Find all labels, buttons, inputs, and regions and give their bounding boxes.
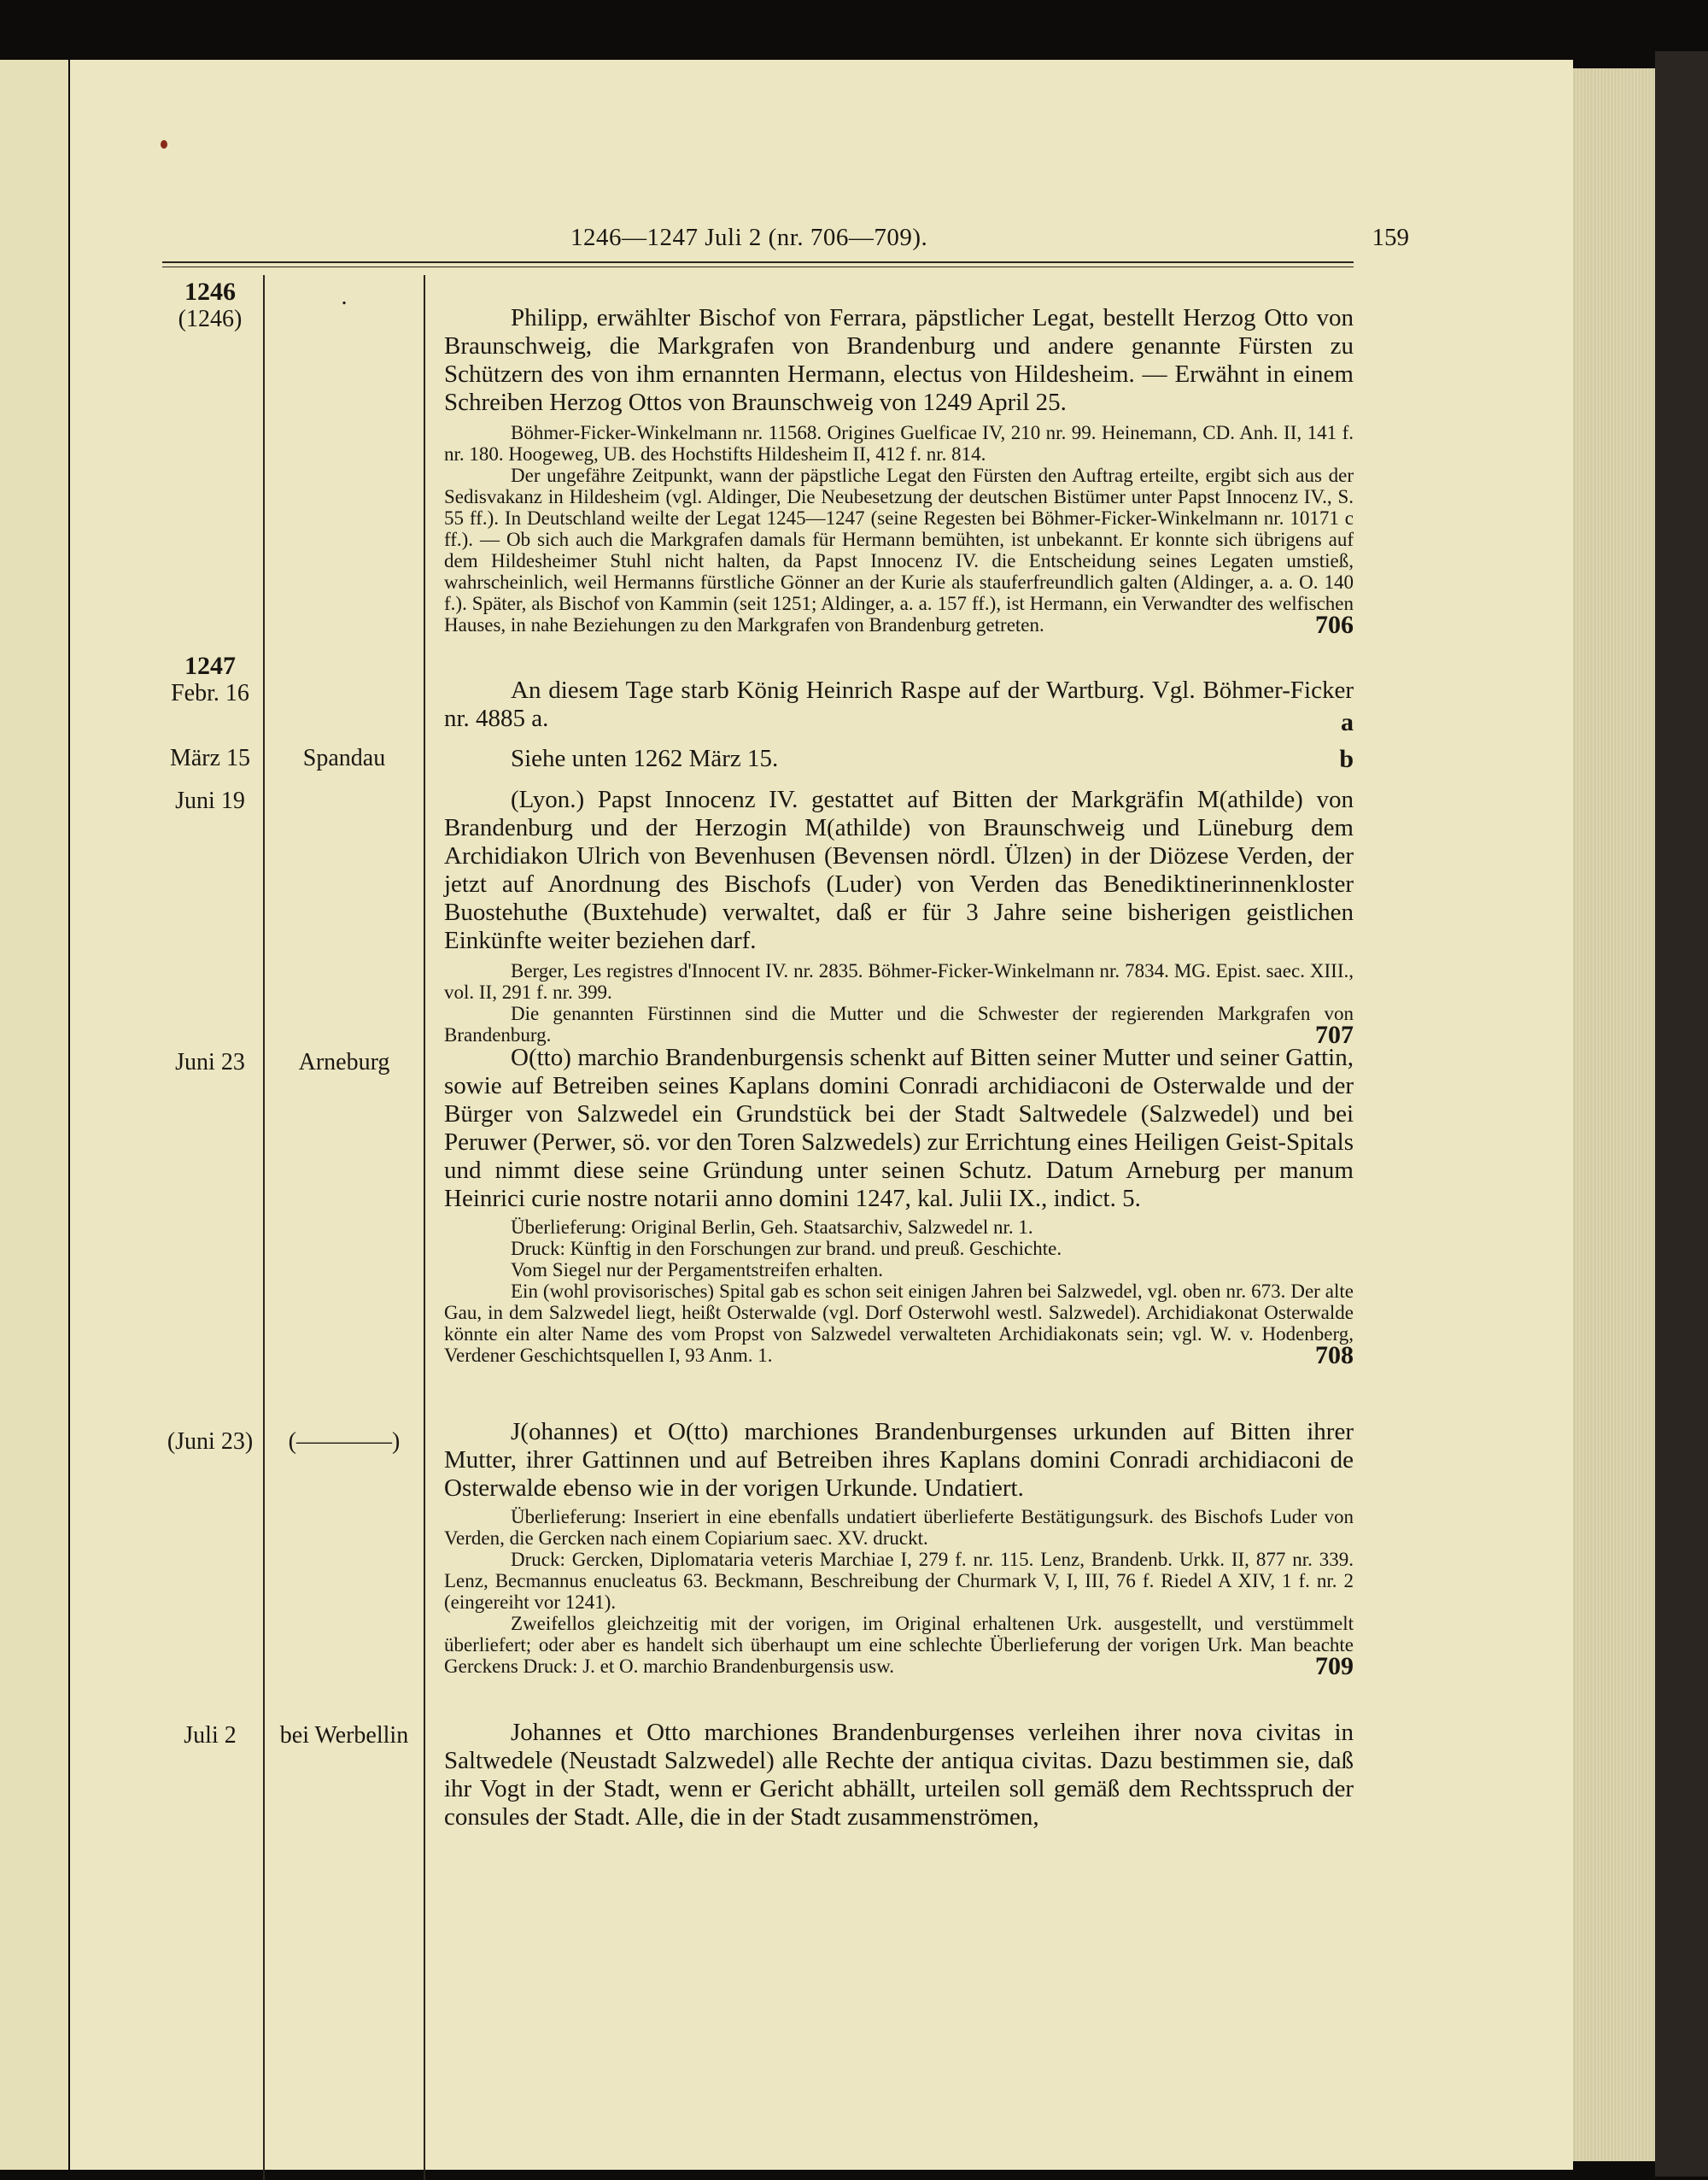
left-page-edge — [0, 60, 68, 2170]
entry-date-706 — [162, 278, 258, 333]
entry-main-text: b Siehe unten 1262 März 15. — [511, 745, 1354, 773]
entry-place-b: Spandau — [302, 745, 386, 771]
entry-date-a — [162, 653, 258, 707]
entry-note: Überlieferung: Inseriert in eine ebenfalls undatiert überlieferte Bestätigungsurk. des Bischofs Luder von Verden, die Gercken nach einem Copiarium saec. XV. druckt. — [444, 1506, 1354, 1549]
entry-707 — [444, 786, 1354, 1047]
entry-number: 709 — [1315, 1652, 1354, 1680]
entry-note: Berger, Les registres d'Innocent IV. nr. 2835. Böhmer-Ficker-Winkelmann nr. 7834. MG. Epist. saec. XIII., vol. II, 291 f. nr. 399. — [444, 960, 1354, 1003]
entry-number: 707 — [1315, 1021, 1354, 1049]
column-divider-place — [424, 275, 425, 2180]
date-label: Febr. 16 — [171, 680, 249, 706]
entry-709 — [444, 1418, 1354, 1679]
page-number: 159 — [1372, 224, 1409, 251]
entry-place-706: . — [341, 284, 348, 310]
entry-main-text: (Lyon.) Papst Innocenz IV. gestattet auf Bitten der Markgräfin M(athilde) von Brandenburg und der Herzogin M(athilde) von Braunschweig und Lüneburg dem Archidiakon Ulrich von Bevenhusen (Bevensen nördl. Ülzen) in der Diözese Verden, der jetzt auf Anordnung des Bischofs (Luder) von Verden das Benediktinerinnenkloster Buostehuthe (Buxtehude) verwaltet, daß er für 3 Jahre seine bisherigen geistlichen Einkünfte weiter beziehen darf. — [444, 786, 1354, 954]
entry-number: a — [1341, 708, 1354, 736]
entry-706 — [444, 304, 1354, 637]
red-mark — [161, 140, 167, 149]
entry-note: Böhmer-Ficker-Winkelmann nr. 11568. Origines Guelficae IV, 210 nr. 99. Heinemann, CD. Anh. II, 141 f. nr. 180. Hoogeweg, UB. des Hochstifts Hildesheim II, 412 f. nr. 814. — [444, 422, 1354, 465]
entry-main-text: Johannes et Otto marchiones Brandenburgenses verleihen ihrer nova civitas in Saltwedele (Neustadt Salzwedel) alle Rechte der antiqua civitas. Dazu bestimmen sie, daß ihr Vogt in der Stadt, wenn er Gericht abhällt, urteilen soll gemäß dem Rechtsspruch der consules der Stadt. Alle, die in der Stadt zusammenströmen, — [444, 1719, 1354, 1831]
page-edges — [1573, 68, 1655, 2161]
entry-note: Der ungefähre Zeitpunkt, wann der päpstliche Legat den Fürsten den Auftrag erteilte, ergibt sich aus der Sedisvakanz in Hildesheim (vgl. Aldinger, Die Neubesetzung der deutschen Bistümer unter Papst Innocenz IV., S. 55 ff.). In Deutschland weilte der Legat 1245—1247 (seine Regesten bei Böhmer-Ficker-Winkelmann nr. 10171 c ff.). — Ob sich auch die Markgrafen damals für Hermann bemühten, ist unbekannt. Er konnte sich übrigens auf dem Hildesheimer Stuhl nicht halten, da Papst Innocenz IV. die Entscheidung seines Legaten umstieß, wahrscheinlich, weil Hermanns fürstliche Gönner an der Kurie als stauferfreundlich galten (Aldinger, a. a. O. 140 f.). Später, als Bischof von Kammin (seit 1251; Aldinger, a. a. 157 ff.), ist Hermann, ein Verwandter des welfischen Hauses, in nahe Beziehungen zu den Markgrafen von Brandenburg getreten. — [444, 465, 1354, 636]
entry-date-b: März 15 — [169, 745, 251, 771]
entry-main-text: O(tto) marchio Brandenburgensis schenkt auf Bitten seiner Mutter und seiner Gattin, sowie auf Betreiben seines Kaplans domini Conradi archidiaconi de Osterwalde und der Bürger von Salzwedel ein Grundstück bei der Stadt Saltwedele (Salzwedel) und bei Peruwer (Perwer, sö. vor den Toren Salzwedels) zur Errichtung eines Heiligen Geist-Spitals und nimmt diese seine Gründung unter seinen Schutz. Datum Arneburg per manum Heinrici curie nostre notarii anno domini 1247, kal. Julii IX., indict. 5. — [444, 1044, 1354, 1212]
entry-main-text: J(ohannes) et O(tto) marchiones Brandenburgenses urkunden auf Bitten ihrer Mutter, ihrer Gattinnen und auf Betreiben ihres Kaplans domini Conradi archidiaconi de Osterwalde ebenso wie in der vorigen Urkunde. Undatiert. — [444, 1418, 1354, 1502]
entry-note: Zweifellos gleichzeitig mit der vorigen, im Original erhaltenen Urk. ausgestellt, und verstümmelt überliefert; oder aber es handelt sich überhaupt um eine schlechte Überlieferung der vorigen Urk. Man beachte Gerckens Druck: J. et O. marchio Brandenburgensis usw. — [444, 1613, 1354, 1677]
entry-date-709: (Juni 23) — [167, 1428, 254, 1455]
entry-b — [444, 745, 1354, 773]
entry-note: Vom Siegel nur der Pergamentstreifen erhalten. — [511, 1259, 884, 1280]
entry-date-708: Juni 23 — [175, 1049, 245, 1075]
entry-number: 708 — [1315, 1341, 1354, 1369]
entry-date-juli-2: Juli 2 — [184, 1722, 237, 1749]
entry-number: b — [1339, 745, 1354, 773]
entry-note: Druck: Künftig in den Forschungen zur brand. und preuß. Geschichte. — [511, 1238, 1062, 1259]
entry-place-juli-2: bei Werbellin — [279, 1722, 409, 1749]
year-label: 1247 — [184, 652, 236, 680]
running-title: 1246—1247 Juli 2 (nr. 706—709). — [570, 224, 928, 251]
entry-708 — [444, 1044, 1354, 1368]
column-divider-date — [263, 275, 265, 2180]
entry-date-707: Juni 19 — [175, 788, 245, 814]
entry-place-708: Arneburg — [298, 1049, 390, 1075]
entry-main-text: Philipp, erwählter Bischof von Ferrara, päpstlicher Legat, bestellt Herzog Otto von Braunschweig, die Markgrafen von Brandenburg und andere genannte Fürsten zu Schützern des von ihm ernannten Hermann, electus von Hildesheim. — Erwähnt in einem Schreiben Herzog Ottos von Braunschweig von 1249 April 25. — [444, 304, 1354, 416]
date-label: (1246) — [178, 306, 243, 332]
entry-note: Druck: Gercken, Diplomataria veteris Marchiae I, 279 f. nr. 115. Lenz, Brandenb. Urkk. II, 877 nr. 339. Lenz, Becmannus enucleatus 63. Beckmann, Beschreibung der Churmark V, I, III, 76 f. Riedel A XIV, 1 f. nr. 2 (eingereiht vor 1241). — [444, 1549, 1354, 1613]
entry-a — [444, 677, 1354, 735]
entry-juli-2 — [444, 1719, 1354, 1831]
year-label: 1246 — [184, 278, 236, 306]
entry-note: Die genannten Fürstinnen sind die Mutter und die Schwester der regierenden Markgrafen von Brandenburg. — [444, 1003, 1354, 1046]
entry-place-709: (————) — [288, 1428, 401, 1455]
entry-number: 706 — [1315, 611, 1354, 639]
entry-note: Überlieferung: Original Berlin, Geh. Staatsarchiv, Salzwedel nr. 1. — [511, 1216, 1033, 1238]
book-cover-edge — [1655, 51, 1708, 2177]
header-rule — [162, 261, 1354, 263]
entry-note: Ein (wohl provisorisches) Spital gab es schon seit einigen Jahren bei Salzwedel, vgl. oben nr. 673. Der alte Gau, in dem Salzwedel liegt, heißt Osterwalde (vgl. Dorf Osterwohl westl. Salzwedel). Archidiakonat Osterwalde könnte ein alter Name des vom Propst von Salzwedel verwalteten Archidiakonats sein; vgl. W. v. Hodenberg, Verdener Geschichtsquellen I, 93 Anm. 1. — [444, 1280, 1354, 1366]
entry-main-text: An diesem Tage starb König Heinrich Raspe auf der Wartburg. Vgl. Böhmer-Ficker nr. 4885 a. — [444, 677, 1354, 732]
